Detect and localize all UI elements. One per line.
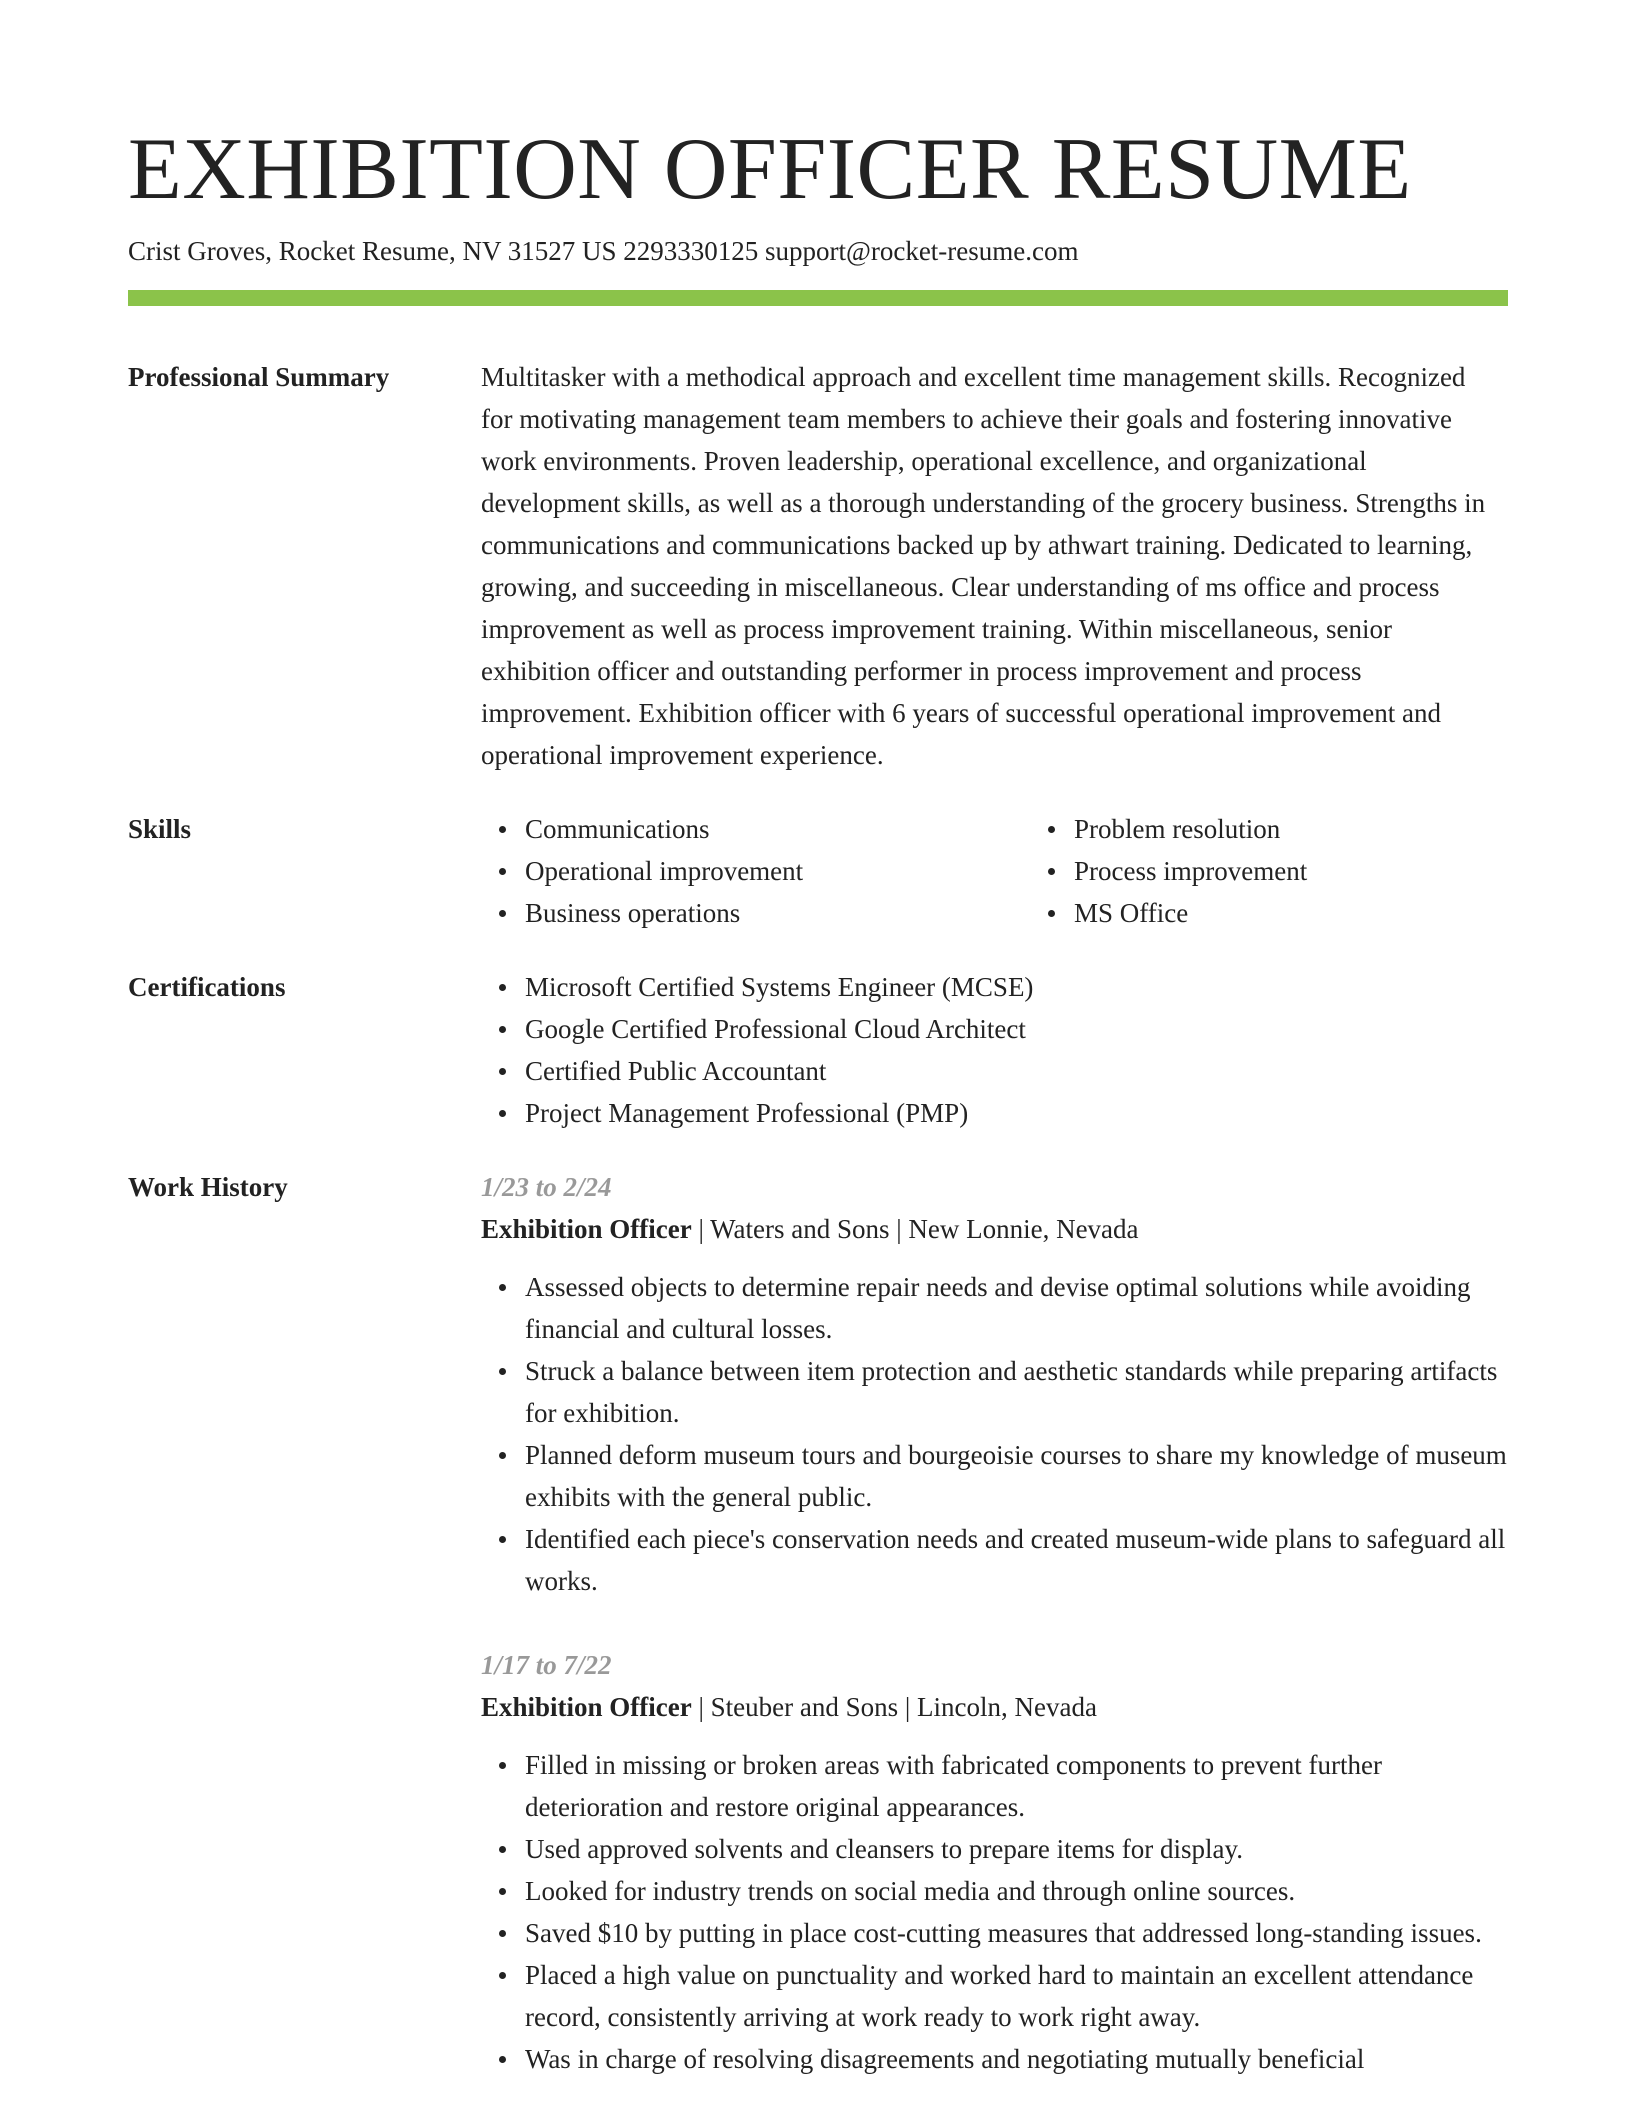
certifications-list xyxy=(481,966,1508,1134)
job-bullets xyxy=(481,1266,1508,1602)
skills-list-right xyxy=(1030,808,1579,934)
job-dates: 1/17 to 7/22 xyxy=(481,1650,612,1680)
summary-section xyxy=(128,356,1508,776)
section-label-certifications: Certifications xyxy=(128,972,286,1002)
skill-item: Communications xyxy=(525,808,1030,850)
job-bullet: Planned deform museum tours and bourgeoisie courses to share my knowledge of museum exhibits with the general public. xyxy=(525,1434,1508,1518)
job-dates: 1/23 to 2/24 xyxy=(481,1172,612,1202)
job-title: Exhibition Officer xyxy=(481,1692,692,1722)
job-title-line xyxy=(481,1686,1508,1728)
skills-section xyxy=(128,808,1508,934)
job-title-line xyxy=(481,1208,1508,1250)
job-bullet: Used approved solvents and cleansers to prepare items for display. xyxy=(525,1828,1508,1870)
accent-rule xyxy=(128,290,1508,306)
job-entry xyxy=(481,1166,1508,1602)
skill-item: Process improvement xyxy=(1074,850,1579,892)
job-bullet: Looked for industry trends on social media and through online sources. xyxy=(525,1870,1508,1912)
summary-text: Multitasker with a methodical approach and excellent time management skills. Recognized for motivating management team members to achieve their goals and fostering innovative work environments. Proven leadership, operational excellence, and organizational development skills, as well as a thorough understanding of the grocery business. Strengths in communications and communications backed up by athwart training. Dedicated to learning, growing, and succeeding in miscellaneous. Clear understanding of ms office and process improvement as well as process improvement training. Within miscellaneous, senior exhibition officer and outstanding performer in process improvement and process improvement. Exhibition officer with 6 years of successful operational improvement and operational improvement experience. xyxy=(481,362,1486,770)
certification-item: Project Management Professional (PMP) xyxy=(525,1092,1508,1134)
skill-item: MS Office xyxy=(1074,892,1579,934)
job-bullet: Placed a high value on punctuality and worked hard to maintain an excellent attendance record, consistently arriving at work ready to work right away. xyxy=(525,1954,1508,2038)
section-label-skills: Skills xyxy=(128,814,192,844)
resume-page xyxy=(128,120,1508,2080)
contact-line: Crist Groves, Rocket Resume, NV 31527 US 2293330125 support@rocket-resume.com xyxy=(128,236,1079,266)
skill-item: Business operations xyxy=(525,892,1030,934)
skill-item: Operational improvement xyxy=(525,850,1030,892)
job-bullet: Identified each piece's conservation needs and created museum-wide plans to safeguard all works. xyxy=(525,1518,1508,1602)
work-history-section xyxy=(128,1166,1508,2080)
job-bullets xyxy=(481,1744,1508,2080)
skills-list-left xyxy=(481,808,1030,934)
job-bullet: Filled in missing or broken areas with fabricated components to prevent further deterioration and restore original appearances. xyxy=(525,1744,1508,1828)
job-bullet: Was in charge of resolving disagreements and negotiating mutually beneficial xyxy=(525,2038,1508,2080)
job-bullet: Saved $10 by putting in place cost-cutting measures that addressed long-standing issues. xyxy=(525,1912,1508,1954)
skill-item: Problem resolution xyxy=(1074,808,1579,850)
job-bullet: Struck a balance between item protection and aesthetic standards while preparing artifacts for exhibition. xyxy=(525,1350,1508,1434)
job-title: Exhibition Officer xyxy=(481,1214,692,1244)
job-employer-location: | Steuber and Sons | Lincoln, Nevada xyxy=(691,1692,1097,1722)
certification-item: Google Certified Professional Cloud Architect xyxy=(525,1008,1508,1050)
certifications-section xyxy=(128,966,1508,1134)
job-entry xyxy=(481,1644,1508,2080)
resume-title: EXHIBITION OFFICER RESUME xyxy=(128,121,1412,218)
section-label-summary: Professional Summary xyxy=(128,362,390,392)
section-label-work-history: Work History xyxy=(128,1172,288,1202)
certification-item: Microsoft Certified Systems Engineer (MCSE) xyxy=(525,966,1508,1008)
job-employer-location: | Waters and Sons | New Lonnie, Nevada xyxy=(691,1214,1139,1244)
certification-item: Certified Public Accountant xyxy=(525,1050,1508,1092)
job-bullet: Assessed objects to determine repair needs and devise optimal solutions while avoiding financial and cultural losses. xyxy=(525,1266,1508,1350)
